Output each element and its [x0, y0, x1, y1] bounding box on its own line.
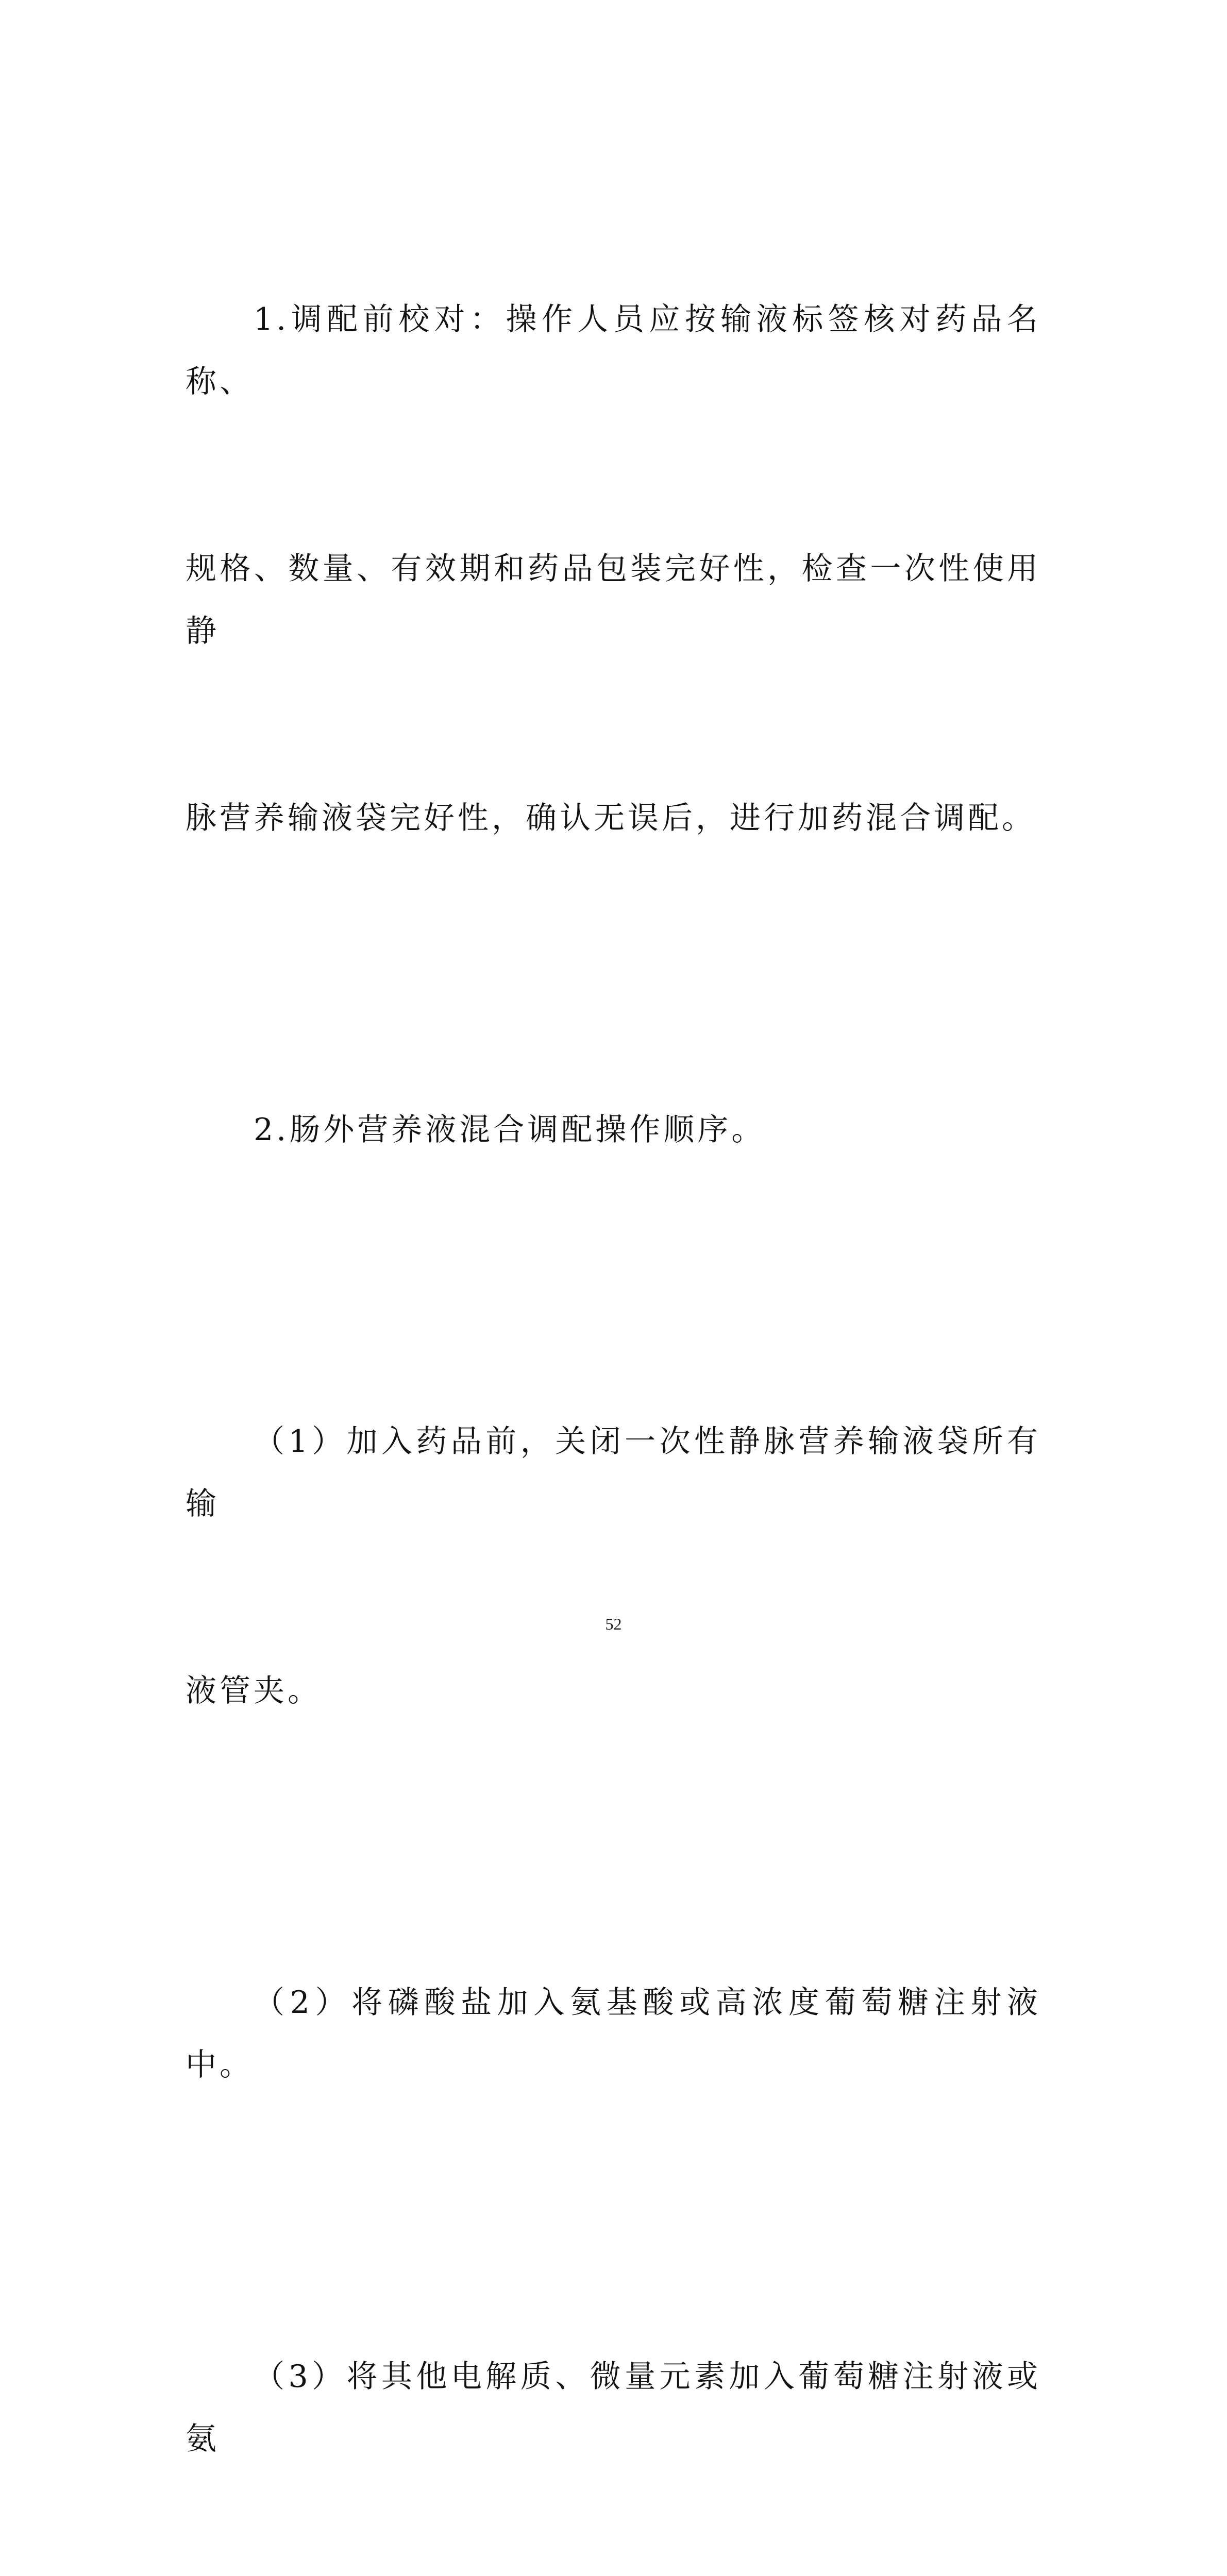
paragraph-step-3: [186, 2221, 1041, 2576]
paragraph-step-1: [186, 1286, 1041, 1847]
document-body: [186, 164, 1041, 2576]
text-line: 液管夹。: [186, 1673, 322, 1709]
text-line: （1）加入药品前，关闭一次性静脉营养输液袋所有输: [186, 1423, 1041, 1522]
text-line: 规格、数量、有效期和药品包装完好性，检查一次性使用静: [186, 551, 1041, 649]
text-line: （3）将其他电解质、微量元素加入葡萄糖注射液或氨: [186, 2359, 1041, 2457]
paragraph-sequence-heading: [186, 974, 1041, 1286]
text-line: 脉营养输液袋完好性，确认无误后，进行加药混合调配。: [186, 800, 1036, 836]
paragraph-pre-check: [186, 164, 1041, 974]
text-line: 1.调配前校对：操作人员应按输液标签核对药品名称、: [186, 301, 1041, 400]
text-line: （2）将磷酸盐加入氨基酸或高浓度葡萄糖注射液中。: [186, 1985, 1041, 2083]
page-number: 52: [605, 1615, 622, 1633]
paragraph-step-2: [186, 1847, 1041, 2221]
text-line: 2.肠外营养液混合调配操作顺序。: [254, 1112, 766, 1148]
